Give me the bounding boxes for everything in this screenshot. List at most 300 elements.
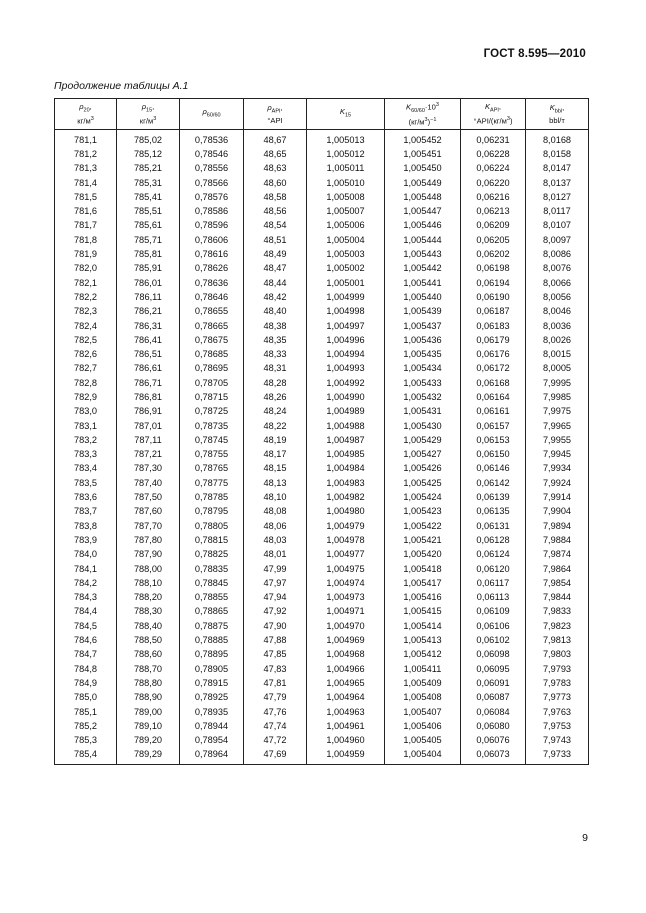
- table-row: [55, 233, 589, 247]
- table-row: [55, 433, 589, 447]
- table-cell: 1,004999: [307, 290, 385, 304]
- table-cell: 7,9884: [526, 533, 589, 547]
- table-row: [55, 347, 589, 361]
- table-cell: 1,005429: [385, 433, 461, 447]
- table-cell: 784,8: [55, 662, 117, 676]
- table-cell: 0,78735: [180, 419, 244, 433]
- table-cell: 1,005406: [385, 719, 461, 733]
- table-cell: 784,0: [55, 548, 117, 562]
- column-header: $\rho_{API}$, °API: [244, 99, 307, 130]
- table-cell: 785,02: [117, 130, 180, 148]
- table-cell: 7,9934: [526, 462, 589, 476]
- table-row: [55, 419, 589, 433]
- table-cell: 47,94: [244, 591, 307, 605]
- table-cell: 0,78665: [180, 319, 244, 333]
- table-cell: 1,005420: [385, 548, 461, 562]
- table-cell: 7,9803: [526, 648, 589, 662]
- document-code: ГОСТ 8.595—2010: [483, 48, 586, 60]
- table-cell: 7,9894: [526, 519, 589, 533]
- table-header-row: [55, 99, 589, 130]
- table-cell: 7,9763: [526, 705, 589, 719]
- data-table: [54, 98, 589, 765]
- table-cell: 47,72: [244, 733, 307, 747]
- table-cell: 1,004959: [307, 748, 385, 765]
- table-cell: 0,06213: [461, 204, 526, 218]
- table-cell: 7,9854: [526, 576, 589, 590]
- table-cell: 7,9833: [526, 605, 589, 619]
- table-cell: 0,78775: [180, 476, 244, 490]
- table-cell: 7,9985: [526, 390, 589, 404]
- table-cell: 47,92: [244, 605, 307, 619]
- table-row: [55, 633, 589, 647]
- table-cell: 48,24: [244, 405, 307, 419]
- table-cell: 1,004997: [307, 319, 385, 333]
- table-cell: 48,08: [244, 505, 307, 519]
- table-row: [55, 219, 589, 233]
- table-cell: 1,005426: [385, 462, 461, 476]
- table-cell: 1,005424: [385, 490, 461, 504]
- table-cell: 1,005415: [385, 605, 461, 619]
- table-cell: 0,06157: [461, 419, 526, 433]
- table-cell: 7,9733: [526, 748, 589, 765]
- table-cell: 48,42: [244, 290, 307, 304]
- table-cell: 782,4: [55, 319, 117, 333]
- table-cell: 48,49: [244, 247, 307, 261]
- table-cell: 1,004971: [307, 605, 385, 619]
- table-cell: 1,005427: [385, 448, 461, 462]
- table-cell: 0,06216: [461, 190, 526, 204]
- table-cell: 785,0: [55, 691, 117, 705]
- table-cell: 1,005413: [385, 633, 461, 647]
- table-cell: 1,005430: [385, 419, 461, 433]
- table-cell: 48,33: [244, 347, 307, 361]
- table-cell: 0,78606: [180, 233, 244, 247]
- table-cell: 0,78805: [180, 519, 244, 533]
- table-cell: 0,78785: [180, 490, 244, 504]
- table-cell: 787,70: [117, 519, 180, 533]
- table-cell: 783,6: [55, 490, 117, 504]
- table-cell: 1,005409: [385, 676, 461, 690]
- table-cell: 1,005435: [385, 347, 461, 361]
- table-cell: 787,90: [117, 548, 180, 562]
- table-cell: 1,005433: [385, 376, 461, 390]
- table-cell: 0,78964: [180, 748, 244, 765]
- table-cell: 47,74: [244, 719, 307, 733]
- table-cell: 0,78875: [180, 619, 244, 633]
- table-cell: 48,35: [244, 333, 307, 347]
- column-header: $K_{API}$, $^\circ API/(кг/м^3)$: [461, 99, 526, 130]
- table-cell: 7,9743: [526, 733, 589, 747]
- table-row: [55, 719, 589, 733]
- table-cell: 0,78616: [180, 247, 244, 261]
- table-cell: 787,01: [117, 419, 180, 433]
- table-cell: 785,2: [55, 719, 117, 733]
- table-cell: 0,78695: [180, 362, 244, 376]
- table-cell: 789,10: [117, 719, 180, 733]
- table-cell: 48,28: [244, 376, 307, 390]
- table-cell: 0,06073: [461, 748, 526, 765]
- table-cell: 0,78815: [180, 533, 244, 547]
- table-cell: 0,78795: [180, 505, 244, 519]
- table-cell: 1,005006: [307, 219, 385, 233]
- table-row: [55, 548, 589, 562]
- table-cell: 1,004974: [307, 576, 385, 590]
- table-cell: 0,06194: [461, 276, 526, 290]
- table-cell: 1,005422: [385, 519, 461, 533]
- table-cell: 784,4: [55, 605, 117, 619]
- table-cell: 0,06168: [461, 376, 526, 390]
- table-cell: 0,06146: [461, 462, 526, 476]
- table-cell: 7,9965: [526, 419, 589, 433]
- table-cell: 48,01: [244, 548, 307, 562]
- table-cell: 0,06198: [461, 262, 526, 276]
- table-cell: 0,78725: [180, 405, 244, 419]
- table-cell: 7,9844: [526, 591, 589, 605]
- table-cell: 783,3: [55, 448, 117, 462]
- table-row: [55, 290, 589, 304]
- table-cell: 0,78765: [180, 462, 244, 476]
- table-cell: 47,88: [244, 633, 307, 647]
- table-cell: 1,005437: [385, 319, 461, 333]
- table-cell: 786,81: [117, 390, 180, 404]
- table-cell: 0,78586: [180, 204, 244, 218]
- table-cell: 48,63: [244, 162, 307, 176]
- table-cell: 782,1: [55, 276, 117, 290]
- table-cell: 48,22: [244, 419, 307, 433]
- table-cell: 784,5: [55, 619, 117, 633]
- table-cell: 1,005436: [385, 333, 461, 347]
- table-cell: 1,005425: [385, 476, 461, 490]
- table-cell: 1,004983: [307, 476, 385, 490]
- table-cell: 47,99: [244, 562, 307, 576]
- table-cell: 1,005411: [385, 662, 461, 676]
- table-row: [55, 533, 589, 547]
- table-cell: 787,30: [117, 462, 180, 476]
- table-cell: 1,004970: [307, 619, 385, 633]
- table-cell: 0,78655: [180, 305, 244, 319]
- table-cell: 781,3: [55, 162, 117, 176]
- table-cell: 8,0147: [526, 162, 589, 176]
- table-cell: 1,005407: [385, 705, 461, 719]
- table-cell: 781,8: [55, 233, 117, 247]
- table-cell: 7,9955: [526, 433, 589, 447]
- table-cell: 785,21: [117, 162, 180, 176]
- table-cell: 1,005450: [385, 162, 461, 176]
- table-cell: 781,1: [55, 130, 117, 148]
- table-cell: 1,004993: [307, 362, 385, 376]
- table-cell: 0,06106: [461, 619, 526, 633]
- table-cell: 1,004964: [307, 691, 385, 705]
- table-cell: 0,78576: [180, 190, 244, 204]
- table-cell: 784,7: [55, 648, 117, 662]
- table-cell: 1,005412: [385, 648, 461, 662]
- table-cell: 786,61: [117, 362, 180, 376]
- table-row: [55, 648, 589, 662]
- column-header: $K_{15}$: [307, 99, 385, 130]
- table-cell: 785,3: [55, 733, 117, 747]
- table-cell: 787,50: [117, 490, 180, 504]
- table-cell: 1,005423: [385, 505, 461, 519]
- table-cell: 8,0086: [526, 247, 589, 261]
- table-cell: 0,78566: [180, 176, 244, 190]
- table-body: [55, 130, 589, 765]
- table-cell: 8,0168: [526, 130, 589, 148]
- table-cell: 48,13: [244, 476, 307, 490]
- table-cell: 1,005414: [385, 619, 461, 633]
- table-cell: 783,9: [55, 533, 117, 547]
- table-cell: 786,21: [117, 305, 180, 319]
- table-cell: 0,06098: [461, 648, 526, 662]
- table-cell: 0,06095: [461, 662, 526, 676]
- table-cell: 8,0015: [526, 347, 589, 361]
- table-cell: 7,9914: [526, 490, 589, 504]
- table-cell: 781,7: [55, 219, 117, 233]
- table-cell: 0,78596: [180, 219, 244, 233]
- table-cell: 47,81: [244, 676, 307, 690]
- table-cell: 1,005008: [307, 190, 385, 204]
- table-cell: 1,005443: [385, 247, 461, 261]
- table-caption: Продолжение таблицы А.1: [54, 80, 189, 92]
- table-cell: 787,40: [117, 476, 180, 490]
- table-cell: 783,2: [55, 433, 117, 447]
- table-cell: 48,31: [244, 362, 307, 376]
- table-cell: 0,78905: [180, 662, 244, 676]
- table-cell: 1,004996: [307, 333, 385, 347]
- table-cell: 48,60: [244, 176, 307, 190]
- table-cell: 0,78925: [180, 691, 244, 705]
- table-cell: 1,005001: [307, 276, 385, 290]
- table-cell: 782,2: [55, 290, 117, 304]
- table-cell: 787,60: [117, 505, 180, 519]
- table-row: [55, 204, 589, 218]
- table-cell: 786,91: [117, 405, 180, 419]
- table-cell: 786,41: [117, 333, 180, 347]
- table-cell: 48,56: [244, 204, 307, 218]
- table-cell: 0,06091: [461, 676, 526, 690]
- column-header: $\rho_{15}$, $кг/м^3$: [117, 99, 180, 130]
- table-cell: 783,8: [55, 519, 117, 533]
- table-cell: 785,61: [117, 219, 180, 233]
- table-cell: 0,06205: [461, 233, 526, 247]
- table-cell: 781,4: [55, 176, 117, 190]
- table-cell: 0,78546: [180, 147, 244, 161]
- table-cell: 8,0046: [526, 305, 589, 319]
- table-cell: 0,78536: [180, 130, 244, 148]
- table-cell: 0,06135: [461, 505, 526, 519]
- table-row: [55, 462, 589, 476]
- table-cell: 48,44: [244, 276, 307, 290]
- table-cell: 783,1: [55, 419, 117, 433]
- table-cell: 784,1: [55, 562, 117, 576]
- table-cell: 0,06228: [461, 147, 526, 161]
- table-cell: 1,004982: [307, 490, 385, 504]
- table-cell: 8,0076: [526, 262, 589, 276]
- table-cell: 0,78715: [180, 390, 244, 404]
- table-row: [55, 448, 589, 462]
- table-cell: 48,67: [244, 130, 307, 148]
- table-cell: 1,005432: [385, 390, 461, 404]
- table-row: [55, 176, 589, 190]
- table-cell: 789,20: [117, 733, 180, 747]
- table-cell: 788,20: [117, 591, 180, 605]
- table-cell: 1,005007: [307, 204, 385, 218]
- table-cell: 786,01: [117, 276, 180, 290]
- table-cell: 0,06080: [461, 719, 526, 733]
- table-cell: 783,7: [55, 505, 117, 519]
- table-cell: 7,9783: [526, 676, 589, 690]
- table-cell: 1,005418: [385, 562, 461, 576]
- table-row: [55, 676, 589, 690]
- table-cell: 8,0066: [526, 276, 589, 290]
- table-cell: 788,70: [117, 662, 180, 676]
- table-row: [55, 162, 589, 176]
- table-cell: 0,06190: [461, 290, 526, 304]
- table-cell: 0,78944: [180, 719, 244, 733]
- table-row: [55, 733, 589, 747]
- table-cell: 0,06084: [461, 705, 526, 719]
- table-cell: 1,004987: [307, 433, 385, 447]
- table-cell: 785,31: [117, 176, 180, 190]
- table-cell: 0,06224: [461, 162, 526, 176]
- table-row: [55, 619, 589, 633]
- table-cell: 782,8: [55, 376, 117, 390]
- table-cell: 0,06183: [461, 319, 526, 333]
- table-cell: 1,005442: [385, 262, 461, 276]
- table-row: [55, 276, 589, 290]
- table-cell: 48,06: [244, 519, 307, 533]
- table-row: [55, 376, 589, 390]
- table-cell: 1,005448: [385, 190, 461, 204]
- table-cell: 784,6: [55, 633, 117, 647]
- table-cell: 782,5: [55, 333, 117, 347]
- table-cell: 0,78825: [180, 548, 244, 562]
- table-cell: 788,50: [117, 633, 180, 647]
- table-cell: 1,005452: [385, 130, 461, 148]
- table-cell: 0,78675: [180, 333, 244, 347]
- table-cell: 48,40: [244, 305, 307, 319]
- table-row: [55, 362, 589, 376]
- table-cell: 782,0: [55, 262, 117, 276]
- table-cell: 785,51: [117, 204, 180, 218]
- table-cell: 786,11: [117, 290, 180, 304]
- table-row: [55, 748, 589, 765]
- table-row: [55, 305, 589, 319]
- table-cell: 0,06131: [461, 519, 526, 533]
- table-cell: 48,65: [244, 147, 307, 161]
- table-row: [55, 562, 589, 576]
- table-cell: 785,81: [117, 247, 180, 261]
- table-cell: 1,004975: [307, 562, 385, 576]
- table-cell: 0,78835: [180, 562, 244, 576]
- table-cell: 48,38: [244, 319, 307, 333]
- table-cell: 48,10: [244, 490, 307, 504]
- table-cell: 0,06153: [461, 433, 526, 447]
- table-cell: 1,005010: [307, 176, 385, 190]
- table-cell: 1,005446: [385, 219, 461, 233]
- table-cell: 785,41: [117, 190, 180, 204]
- table-cell: 1,004969: [307, 633, 385, 647]
- table-cell: 782,6: [55, 347, 117, 361]
- table-row: [55, 576, 589, 590]
- table-row: [55, 333, 589, 347]
- table-cell: 7,9753: [526, 719, 589, 733]
- table-cell: 1,005441: [385, 276, 461, 290]
- table-cell: 0,78885: [180, 633, 244, 647]
- table-cell: 48,17: [244, 448, 307, 462]
- table-cell: 785,1: [55, 705, 117, 719]
- table-cell: 1,004988: [307, 419, 385, 433]
- table-row: [55, 691, 589, 705]
- table-cell: 781,2: [55, 147, 117, 161]
- table-cell: 0,06209: [461, 219, 526, 233]
- table-cell: 47,97: [244, 576, 307, 590]
- table-cell: 0,78646: [180, 290, 244, 304]
- table-cell: 47,83: [244, 662, 307, 676]
- table-cell: 0,06087: [461, 691, 526, 705]
- table-cell: 0,06109: [461, 605, 526, 619]
- table-cell: 0,06117: [461, 576, 526, 590]
- table-cell: 781,5: [55, 190, 117, 204]
- table-cell: 788,30: [117, 605, 180, 619]
- table-cell: 788,80: [117, 676, 180, 690]
- table-cell: 1,004965: [307, 676, 385, 690]
- table-cell: 1,004985: [307, 448, 385, 462]
- table-cell: 0,78855: [180, 591, 244, 605]
- table-cell: 48,03: [244, 533, 307, 547]
- column-header: $K_{60/60}\cdot 10^3$ $(кг/м^3)^{-1}$: [385, 99, 461, 130]
- table-row: [55, 130, 589, 148]
- table-cell: 0,06202: [461, 247, 526, 261]
- table-cell: 782,3: [55, 305, 117, 319]
- table-row: [55, 519, 589, 533]
- table-cell: 48,26: [244, 390, 307, 404]
- table-cell: 782,7: [55, 362, 117, 376]
- table-row: [55, 262, 589, 276]
- table-cell: 0,78954: [180, 733, 244, 747]
- table-cell: 1,004992: [307, 376, 385, 390]
- table-cell: 7,9874: [526, 548, 589, 562]
- table-cell: 0,06172: [461, 362, 526, 376]
- table-cell: 783,0: [55, 405, 117, 419]
- table-cell: 1,004984: [307, 462, 385, 476]
- table-cell: 786,51: [117, 347, 180, 361]
- table-cell: 0,06124: [461, 548, 526, 562]
- table-cell: 1,004966: [307, 662, 385, 676]
- table-cell: 48,47: [244, 262, 307, 276]
- table-cell: 785,12: [117, 147, 180, 161]
- table-cell: 0,78845: [180, 576, 244, 590]
- table-row: [55, 190, 589, 204]
- table-cell: 789,29: [117, 748, 180, 765]
- table-cell: 788,40: [117, 619, 180, 633]
- table-cell: 8,0127: [526, 190, 589, 204]
- table-cell: 0,06231: [461, 130, 526, 148]
- table-cell: 0,78685: [180, 347, 244, 361]
- table-cell: 0,78915: [180, 676, 244, 690]
- table-cell: 1,005416: [385, 591, 461, 605]
- table-cell: 1,005421: [385, 533, 461, 547]
- table-cell: 786,71: [117, 376, 180, 390]
- table-row: [55, 490, 589, 504]
- table-cell: 48,54: [244, 219, 307, 233]
- table-cell: 1,005444: [385, 233, 461, 247]
- table-cell: 8,0056: [526, 290, 589, 304]
- table-cell: 0,06076: [461, 733, 526, 747]
- table-cell: 1,005439: [385, 305, 461, 319]
- table-row: [55, 476, 589, 490]
- table-cell: 788,00: [117, 562, 180, 576]
- table-cell: 789,00: [117, 705, 180, 719]
